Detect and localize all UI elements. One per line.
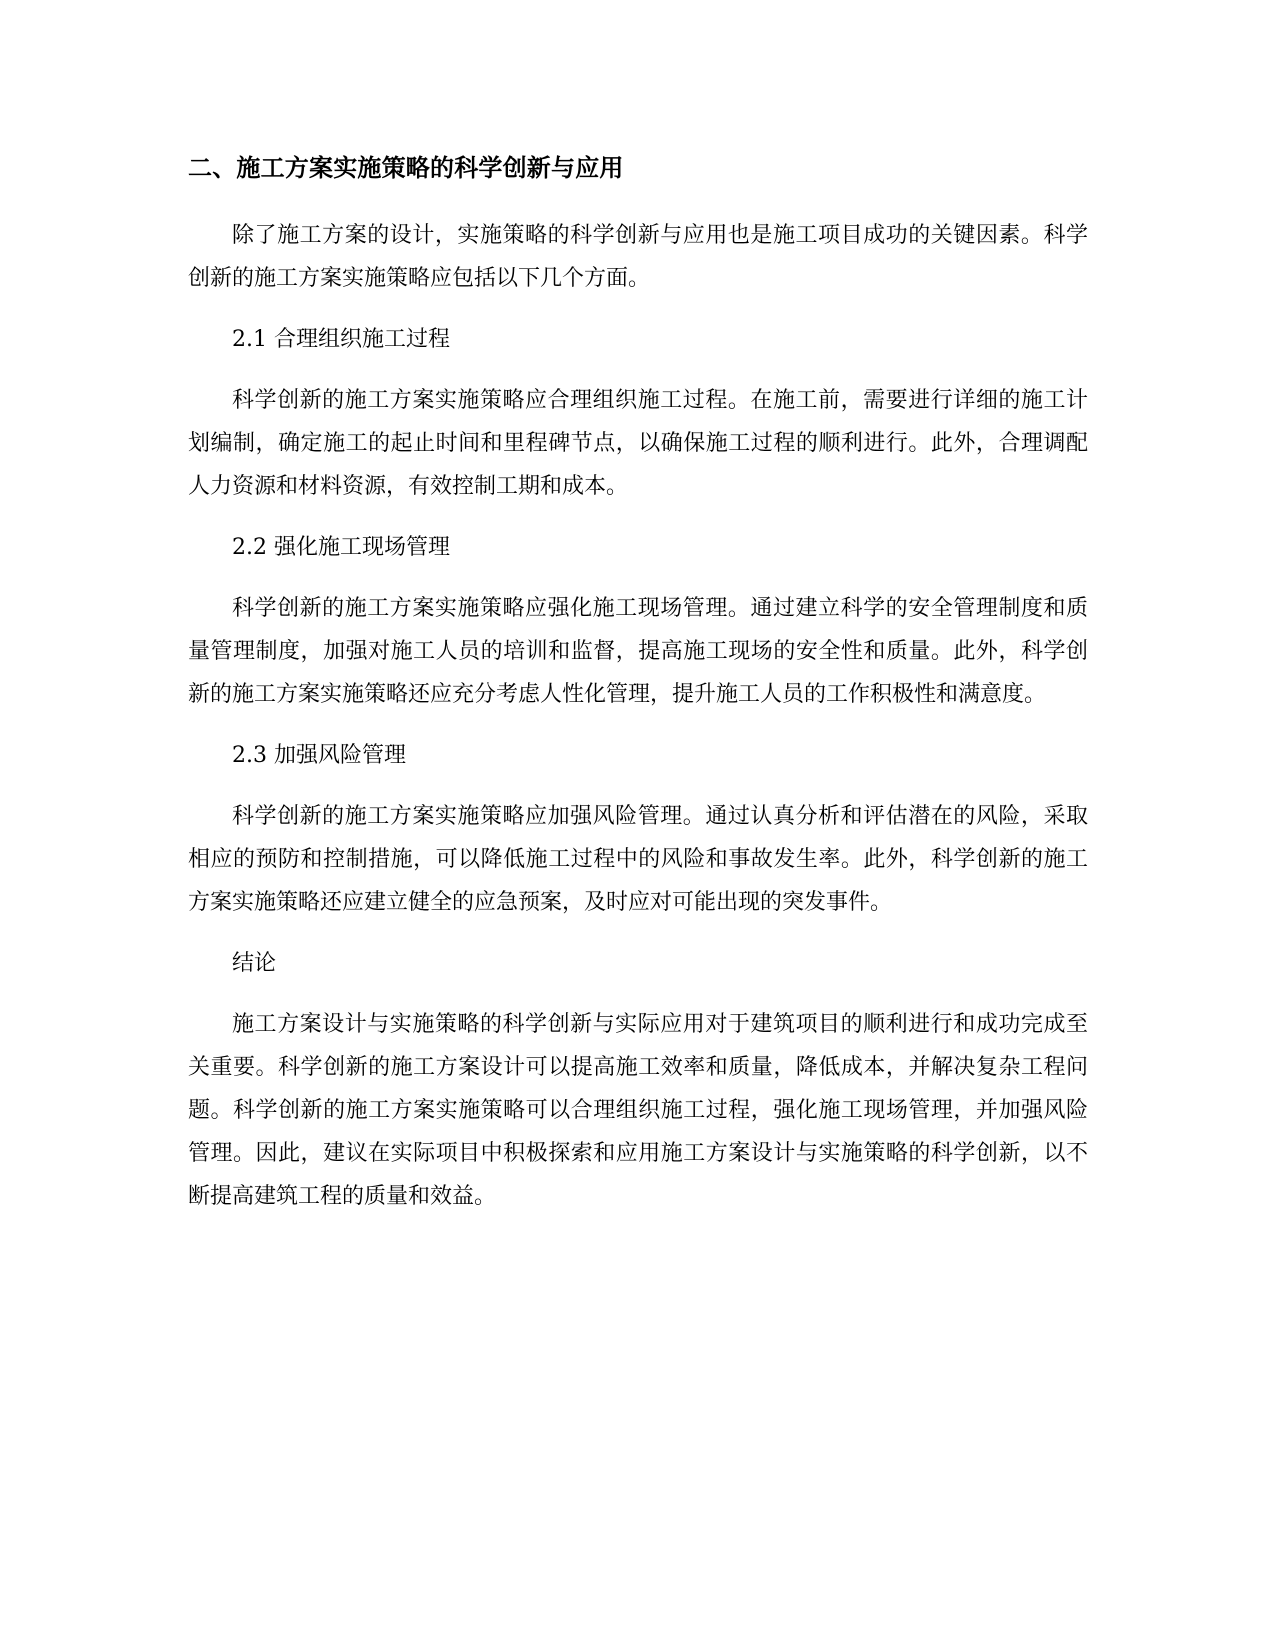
conclusion-body: 施工方案设计与实施策略的科学创新与实际应用对于建筑项目的顺利进行和成功完成至关重要。科学创新的施工方案设计可以提高施工效率和质量，降低成本，并解决复杂工程问题。科学创新的施工方案实施策略可以合理组织施工过程，强化施工现场管理，并加强风险管理。因此，建议在实际项目中积极探索和应用施工方案设计与实施策略的科学创新，以不断提高建筑工程的质量和效益。: [188, 1012, 1088, 1209]
intro-paragraph: 除了施工方案的设计，实施策略的科学创新与应用也是施工项目成功的关键因素。科学创新的施工方案实施策略应包括以下几个方面。: [188, 223, 1088, 291]
document-body: [188, 148, 1088, 1236]
subsection-heading-2-3: 2.3 加强风险管理: [232, 743, 406, 768]
section-heading: 二、施工方案实施策略的科学创新与应用: [188, 154, 624, 182]
subsection-heading-2-1: 2.1 合理组织施工过程: [232, 327, 450, 352]
subsection-heading-2-2: 2.2 强化施工现场管理: [232, 535, 450, 560]
subsection-body-2-2: 科学创新的施工方案实施策略应强化施工现场管理。通过建立科学的安全管理制度和质量管理制度，加强对施工人员的培训和监督，提高施工现场的安全性和质量。此外，科学创新的施工方案实施策略还应充分考虑人性化管理，提升施工人员的工作积极性和满意度。: [188, 596, 1088, 707]
subsection-body-2-3: 科学创新的施工方案实施策略应加强风险管理。通过认真分析和评估潜在的风险，采取相应的预防和控制措施，可以降低施工过程中的风险和事故发生率。此外，科学创新的施工方案实施策略还应建立健全的应急预案，及时应对可能出现的突发事件。: [188, 804, 1088, 915]
conclusion-heading: 结论: [232, 951, 277, 976]
subsection-body-2-1: 科学创新的施工方案实施策略应合理组织施工过程。在施工前，需要进行详细的施工计划编制，确定施工的起止时间和里程碑节点，以确保施工过程的顺利进行。此外，合理调配人力资源和材料资源，有效控制工期和成本。: [188, 388, 1088, 499]
